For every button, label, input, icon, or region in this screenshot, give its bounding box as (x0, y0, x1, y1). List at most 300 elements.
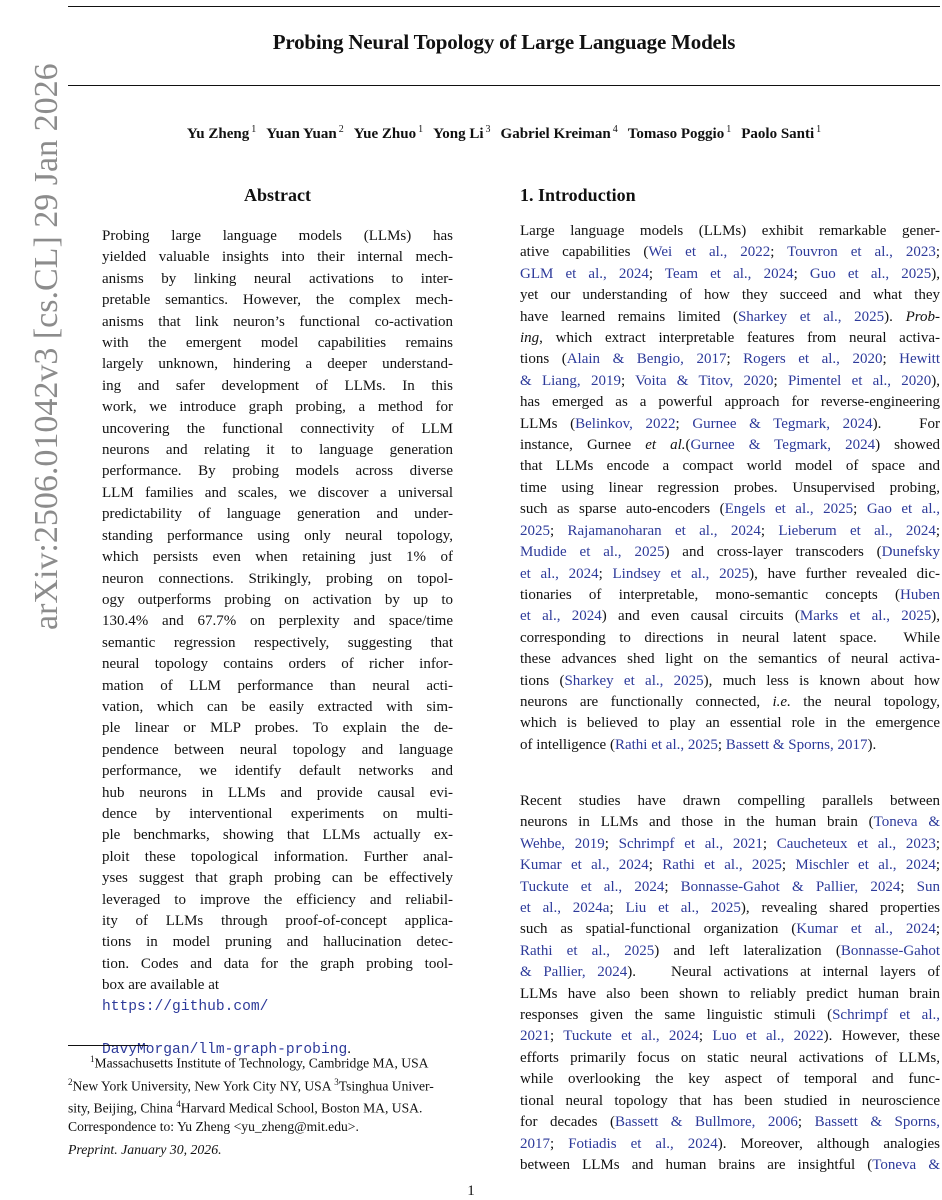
body-text (660, 1028, 669, 1044)
intro-paragraph-1 (520, 221, 940, 756)
body-text: ; (604, 835, 619, 852)
body-text (622, 879, 634, 895)
citation-link[interactable]: 2020 (901, 372, 932, 389)
body-text: ), have further revealed dic- (749, 565, 940, 582)
citation-link[interactable]: 2020 (852, 351, 883, 368)
body-text: ), much less is known about how (703, 672, 940, 689)
emphasis-text: Prob- (905, 308, 941, 325)
body-text: ; (598, 565, 613, 582)
paper-title: Probing Neural Topology of Large Language Models (272, 30, 736, 54)
citation-link[interactable]: 2024 (571, 608, 602, 625)
citation-link[interactable]: Kumar et al., (520, 857, 610, 874)
intro-para1-line (520, 692, 940, 713)
intro-para1-line (520, 542, 940, 563)
intro-para2-line (520, 1155, 940, 1176)
body-text: ) and cross-layer transcoders ( (664, 544, 882, 561)
body-text: for decades ( (520, 1114, 615, 1131)
intro-para1-line (520, 499, 940, 520)
body-text: ; (770, 244, 788, 261)
abstract-line: hub neurons in LLMs and provide causal evi- (102, 784, 453, 801)
citation-link[interactable]: Luo et al., (712, 1028, 785, 1045)
body-text: yet our understanding of how they succeed and what they (520, 287, 940, 304)
citation-link[interactable]: 2024 (905, 522, 936, 539)
footnote-text: New York University, New York City NY, USA (72, 1078, 335, 1094)
citation-link[interactable]: Rathi et al., (520, 942, 611, 959)
body-text (581, 373, 591, 389)
abstract-line: neurons and relating it to language generation (102, 442, 453, 459)
body-text: these advances shed light on the semantics of neural activa- (520, 651, 940, 668)
citation-link[interactable]: et al., (520, 565, 559, 582)
footnote-mark: 3 (334, 1076, 339, 1087)
body-text: of intelligence ( (520, 736, 615, 753)
body-text (858, 879, 870, 895)
intro-para1-line (520, 606, 940, 627)
citation-link[interactable]: Gurnee & Tegmark, (692, 415, 830, 432)
citation-link[interactable]: 2022 (645, 415, 676, 432)
intro-para1-line (520, 371, 940, 392)
citation-link[interactable]: 2024 (634, 878, 665, 895)
intro-para2-line (520, 919, 940, 940)
intro-para1-line (520, 242, 940, 263)
citation-link[interactable]: Caucheteux et al., (776, 835, 897, 852)
abstract-line: ploit these topological information. Further anal- (102, 848, 453, 865)
body-text (586, 964, 598, 980)
intro-para2-line (520, 812, 940, 833)
citation-link[interactable]: 2024 (687, 1135, 718, 1152)
citation-link[interactable]: Toneva & (872, 1156, 941, 1173)
intro-para1-line (520, 349, 940, 370)
citation-link[interactable]: Voita & Titov, (635, 372, 734, 389)
citation-link[interactable]: 2025 (687, 736, 718, 753)
citation-link[interactable]: 2024 (905, 857, 936, 874)
author-name: Yu Zheng (186, 126, 250, 142)
abstract-line: LLM families and scales, we discover a universal (102, 484, 453, 501)
abstract-line: performance. By probing models across diverse (102, 463, 453, 480)
abstract-line: work, we introduce graph probing, a method for (102, 399, 453, 416)
abstract-line: dence by interventional experiments on multi- (102, 805, 453, 822)
body-text: ; (698, 1028, 713, 1045)
intro-para1-line (520, 649, 940, 670)
body-text: ; (781, 857, 796, 874)
intro-para1-line (520, 392, 940, 413)
citation-link[interactable]: 2017 (520, 1135, 550, 1152)
citation-link[interactable]: Tuckute et al., (563, 1028, 660, 1045)
body-text (723, 836, 733, 852)
body-text (727, 244, 740, 260)
citation-link[interactable]: 2025 (719, 565, 750, 582)
body-text: ; (935, 921, 941, 938)
citation-link[interactable]: Schrimpf et al., (618, 835, 724, 852)
author-affiliation-mark: 1 (418, 124, 424, 135)
body-text: LLMs ( (520, 415, 576, 432)
citation-link[interactable]: 2024 (618, 857, 649, 874)
abstract-line: ple benchmarks, showing that LLMs actually ex- (102, 827, 453, 844)
intro-para2-line (520, 1026, 940, 1047)
body-text: tional neural topology that has been studied in neuroscience (520, 1092, 940, 1109)
body-text (743, 857, 752, 873)
body-text: ; (935, 522, 941, 539)
intro-para1-line (520, 307, 940, 328)
abstract-line: tion. Codes and data for the graph probing tool- (102, 955, 453, 972)
top-rule (68, 6, 940, 7)
body-text: which is believed to play an essential role in the emergence (520, 715, 940, 732)
citation-link[interactable]: Hewitt (899, 351, 940, 368)
citation-link[interactable]: 2025 (751, 857, 782, 874)
body-text: ). Moreover, although analogies (717, 1135, 941, 1152)
author-list (68, 124, 940, 143)
period: . (347, 1041, 351, 1058)
body-text (565, 836, 575, 852)
citation-link[interactable]: 2025 (901, 608, 932, 625)
body-text: ; (664, 878, 681, 895)
citation-link[interactable]: 2025 (624, 942, 655, 959)
body-text (633, 416, 646, 432)
citation-link[interactable]: 2022 (793, 1028, 824, 1045)
body-text: ), (931, 608, 941, 625)
abstract-line: ity of LLMs through proof-of-concept applica- (102, 913, 453, 929)
citation-link[interactable]: et al., (520, 608, 561, 625)
intro-para2-line (520, 898, 940, 919)
body-text (699, 900, 711, 916)
body-text (891, 373, 901, 389)
body-text: LLMs have also been shown to reliably predict human brain (520, 985, 940, 1002)
abstract-line: tions in model pruning and hallucination detec- (102, 934, 453, 951)
intro-para1-line (520, 221, 940, 242)
abstract-line: box are available at (102, 977, 220, 994)
body-text (560, 608, 571, 624)
abstract-line: vation, which can be easily extracted with sim- (102, 698, 453, 715)
citation-link[interactable]: Team et al., (664, 265, 752, 282)
citation-link[interactable]: 2023 (905, 244, 936, 261)
abstract-heading: Abstract (244, 185, 311, 205)
intro-para1-line (520, 585, 940, 606)
body-text (717, 523, 730, 539)
citation-link[interactable]: 2025 (520, 522, 550, 539)
citation-link[interactable]: Rathi et al., (614, 736, 685, 753)
intro-para2-line (520, 855, 940, 876)
arxiv-stamp: arXiv:2506.01042v3 [cs.CL] 29 Jan 2026 (28, 63, 65, 630)
body-text (830, 416, 843, 432)
citation-link[interactable]: Lieberum et al., (778, 522, 893, 539)
body-text: ( (685, 437, 691, 454)
citation-link[interactable]: Gurnee & Tegmark, (690, 437, 832, 454)
citation-link[interactable]: Rajamanoharan et al., (567, 522, 718, 539)
citation-link[interactable]: 2022 (740, 244, 771, 261)
author (187, 126, 256, 142)
author-affiliation-mark: 4 (612, 124, 618, 135)
abstract-body (102, 226, 453, 1062)
citation-link[interactable]: 2006 (767, 1114, 798, 1131)
author (741, 126, 821, 142)
footnote-text: Harvard Medical School, Boston MA, USA. (180, 1101, 423, 1116)
citation-link[interactable]: Sharkey et al., (564, 672, 664, 689)
body-text: ) showed (875, 437, 941, 454)
abstract-line: pretable semantics. However, the complex mech- (102, 292, 453, 309)
body-text (755, 1114, 768, 1130)
author-affiliation-mark: 2 (338, 124, 344, 135)
body-text (896, 836, 906, 852)
author (354, 126, 423, 142)
citation-link[interactable]: 2024 (763, 265, 794, 282)
body-text: , which extract interpretable features from neural activa- (539, 330, 940, 347)
body-text (897, 857, 906, 873)
body-text: ; (935, 835, 941, 852)
citation-link[interactable]: Bassett & Sporns, (814, 1114, 940, 1131)
footnote (68, 1050, 490, 1136)
intro-para2-line (520, 1069, 940, 1090)
body-text: ). (884, 308, 906, 325)
citation-link[interactable]: 2021 (732, 835, 763, 852)
citation-link[interactable]: 2024 (730, 522, 761, 539)
intro-para1-line (520, 628, 940, 649)
citation-link[interactable]: 2025 (634, 544, 665, 561)
author-name: Gabriel Kreiman (500, 126, 611, 142)
abstract-line: neural topology contains orders of richer infor- (102, 656, 453, 673)
intro-para2-line (520, 877, 940, 898)
body-text: ). However, these (823, 1028, 940, 1045)
author-name: Paolo Santi (741, 126, 815, 142)
citation-link[interactable]: Tuckute et al., (520, 878, 623, 895)
body-text (733, 373, 743, 389)
abstract-line: anisms by linking neural activations to inter- (102, 270, 453, 287)
intro-heading: 1. Introduction (520, 185, 636, 205)
citation-link[interactable]: Kumar et al., (796, 921, 893, 938)
citation-link[interactable]: Belinkov, (575, 415, 633, 432)
footnote-mark: 1 (90, 1054, 95, 1064)
body-text: tionaries of interpretable, mono-semantic concepts ( (520, 586, 900, 603)
citation-link[interactable]: 2025 (710, 900, 741, 917)
citation-link[interactable]: Bassett & Bullmore, (614, 1114, 756, 1131)
intro-para2-line (520, 1048, 940, 1069)
intro-para1-line (520, 478, 940, 499)
citation-link[interactable]: Lindsey et al., (612, 565, 710, 582)
body-text (684, 351, 697, 367)
citation-link[interactable]: Sharkey et al., (737, 308, 842, 325)
citation-link[interactable]: Dunefsky (881, 544, 940, 561)
page-number: 1 (467, 1183, 475, 1199)
body-text: time using linear regression probes. Unsupervised probing, (520, 479, 940, 496)
repo-link[interactable]: https://github.com/ (102, 998, 269, 1015)
body-text: ; (853, 501, 867, 518)
body-text: ; (648, 857, 663, 874)
citation-link[interactable]: 2024 (618, 265, 649, 282)
body-text: Recent studies have drawn compelling parallels between (520, 793, 940, 809)
citation-link[interactable]: Engels et al., (724, 501, 814, 518)
body-text: ). Neural activations at internal layers of (627, 964, 940, 981)
intro-para2-line (520, 834, 940, 855)
body-text: ; (760, 522, 779, 539)
citation-link[interactable]: 2019 (574, 835, 605, 852)
abstract-line: ing and safer development of LLMs. In this (102, 377, 453, 394)
abstract-line: which persists even when retaining just 1% of (102, 549, 453, 566)
citation-link[interactable]: Gao et al., (866, 501, 941, 518)
citation-link[interactable]: Bonnasse-Gahot (840, 942, 940, 959)
intro-para2-line (520, 791, 940, 812)
citation-link[interactable]: Rathi et al., (662, 857, 743, 874)
author-name: Tomaso Poggio (627, 126, 725, 142)
citation-link[interactable]: Pimentel et al., (787, 372, 891, 389)
citation-link[interactable]: Bassett & Sporns, (725, 736, 834, 753)
body-text (561, 900, 573, 916)
body-text: neurons in LLMs and those in the human brain ( (520, 814, 874, 831)
abstract-line: largely unknown, hindering a deeper understand- (102, 356, 453, 373)
author-name: Yong Li (433, 126, 484, 142)
abstract-line: leveraged to improve the efficiency and reliabil- (102, 891, 453, 908)
body-text: ; (793, 265, 810, 282)
intro-para1-line (520, 264, 940, 285)
citation-link[interactable]: Mischler et al., (795, 857, 897, 874)
intro-para1-line (520, 285, 940, 306)
body-text (559, 566, 569, 582)
abstract-line: Probing large language models (LLMs) has (102, 228, 453, 244)
body-text: efforts primarily focus on static neural activations of LLMs, (520, 1049, 940, 1066)
intro-para1-line (520, 671, 940, 692)
body-text: tions ( (520, 351, 567, 368)
abstract-line: semantic regression respectively, suggesting that (102, 634, 453, 651)
footnote-text: Tsinghua Univer- (338, 1078, 434, 1094)
author (433, 126, 490, 142)
body-text: ), revealing shared properties (740, 900, 941, 917)
abstract-line: mation of LLM performance than neural acti- (102, 677, 453, 694)
body-text: ; (935, 857, 941, 874)
citation-link[interactable]: 2025 (854, 308, 885, 325)
citation-link[interactable]: Wehbe, (520, 835, 566, 852)
citation-link[interactable]: 2023 (905, 835, 936, 852)
citation-link[interactable]: Rogers et al., (743, 351, 840, 368)
body-text: ative capabilities ( (520, 244, 649, 261)
body-text: ) and left lateralization ( (654, 942, 841, 959)
citation-link[interactable]: 2024a (572, 900, 610, 917)
abstract-line: yielded valuable insights into their internal mech- (102, 249, 453, 266)
body-text: such as spatial-functional organization ( (520, 921, 797, 938)
citation-link[interactable]: Marks et al., (799, 608, 890, 625)
citation-link[interactable]: 2024 (668, 1028, 699, 1045)
intro-para1-line (520, 713, 940, 734)
body-text: ; (550, 1135, 569, 1152)
body-text: have learned remains limited ( (520, 308, 738, 325)
body-text (607, 266, 619, 282)
body-text: instance, Gurnee (520, 437, 646, 454)
intro-para2-line (520, 1134, 940, 1155)
repo-link-continued[interactable]: DavyMorgan/llm-graph-probing (102, 1042, 348, 1059)
citation-link[interactable]: GLM et al., (520, 265, 607, 282)
citation-link[interactable]: 2024 (842, 415, 873, 432)
title-rule (68, 85, 940, 86)
citation-link[interactable]: Fotiadis et al., (568, 1135, 674, 1152)
body-text (890, 608, 901, 624)
citation-link[interactable]: Schrimpf et al., (832, 1007, 940, 1024)
citation-link[interactable]: et al., (520, 900, 561, 917)
body-text: ; (900, 878, 917, 895)
citation-link[interactable]: 2024 (845, 437, 876, 454)
citation-link[interactable]: & Liang, (520, 372, 581, 389)
citation-link[interactable]: 2019 (590, 372, 621, 389)
citation-link[interactable]: Bonnasse-Gahot & Pallier, (680, 878, 859, 895)
footnote-line (68, 1095, 490, 1118)
body-text (893, 523, 906, 539)
body-text (889, 266, 901, 282)
citation-link[interactable]: 2025 (901, 265, 932, 282)
body-text: neurons are functionally connected, (520, 693, 773, 710)
footnote-line (68, 1118, 490, 1136)
citation-link[interactable]: Huben (900, 586, 940, 603)
author-name: Yue Zhuo (353, 126, 417, 142)
body-text (814, 501, 824, 517)
body-text (674, 1136, 688, 1152)
body-text (610, 943, 624, 959)
citation-link[interactable]: Sun (916, 878, 941, 895)
author (628, 126, 732, 142)
footnote-text: sity, Beijing, China (68, 1101, 177, 1116)
abstract-line: pendence between neural topology and language (102, 741, 453, 758)
citation-link[interactable]: 2017 (837, 736, 868, 753)
author-affiliation-mark: 3 (485, 124, 491, 135)
citation-link[interactable]: Touvron et al., (787, 244, 893, 261)
body-text: responses given the same linguistic stimuli ( (520, 1007, 833, 1024)
citation-link[interactable]: 2017 (696, 351, 727, 368)
body-text (831, 437, 845, 453)
emphasis-text: ing (520, 330, 540, 347)
abstract-line: with the emergent model capabilities remains (102, 335, 453, 352)
body-text: ; (935, 244, 941, 261)
body-text (893, 921, 906, 937)
body-text: ), (931, 265, 941, 282)
body-text: ; (773, 372, 788, 389)
citation-link[interactable]: 2024 (870, 878, 901, 895)
author-affiliation-mark: 1 (816, 124, 822, 135)
body-text: ; (762, 835, 777, 852)
intro-para1-line (520, 564, 940, 585)
citation-link[interactable]: 2024 (597, 964, 628, 981)
body-text: ; (550, 1028, 564, 1045)
abstract-line: ple linear or MLP probes. To explain the de- (102, 720, 453, 737)
body-text (709, 566, 719, 582)
intro-para2-line (520, 1112, 940, 1133)
citation-link[interactable]: 2024 (568, 565, 599, 582)
citation-link[interactable]: Toneva & (873, 814, 940, 831)
emphasis-text: et al. (645, 437, 686, 454)
intro-para1-line (520, 735, 940, 756)
intro-para1-line (520, 521, 940, 542)
citation-link[interactable]: Alain & Bengio, (566, 351, 684, 368)
citation-link[interactable]: Liu et al., (625, 900, 700, 917)
citation-link[interactable]: 2025 (823, 501, 854, 518)
footnote-text: Correspondence to: Yu Zheng <yu_zheng@mit.edu>. (68, 1119, 359, 1135)
abstract-line: anisms that link neuron’s functional co-activation (102, 313, 453, 330)
intro-para1-line (520, 435, 940, 456)
citation-link[interactable]: Mudide et al., (520, 544, 622, 561)
citation-link[interactable]: 2024 (905, 921, 936, 938)
author-affiliation-mark: 1 (726, 124, 732, 135)
intro-para2-line (520, 1005, 940, 1026)
citation-link[interactable]: 2025 (673, 672, 704, 689)
citation-link[interactable]: & Pallier, (520, 964, 586, 981)
citation-link[interactable]: 2020 (743, 372, 774, 389)
intro-para1-line (520, 456, 940, 477)
body-text (784, 1028, 793, 1044)
citation-link[interactable]: Guo et al., (809, 265, 890, 282)
abstract-line (102, 997, 453, 1018)
body-text: while overlooking the key aspect of temporal and func- (520, 1071, 940, 1088)
intro-para2-line (520, 962, 940, 983)
body-text: ), (931, 372, 941, 389)
citation-link[interactable]: 2021 (520, 1028, 550, 1045)
citation-link[interactable]: Wei et al., (648, 244, 728, 261)
footnote-line (68, 1050, 490, 1073)
abstract-line: standing performance using only neural topology, (102, 527, 453, 544)
body-text: such as sparse auto-encoders ( (520, 501, 725, 518)
body-text: ) and even causal circuits ( (601, 608, 800, 625)
